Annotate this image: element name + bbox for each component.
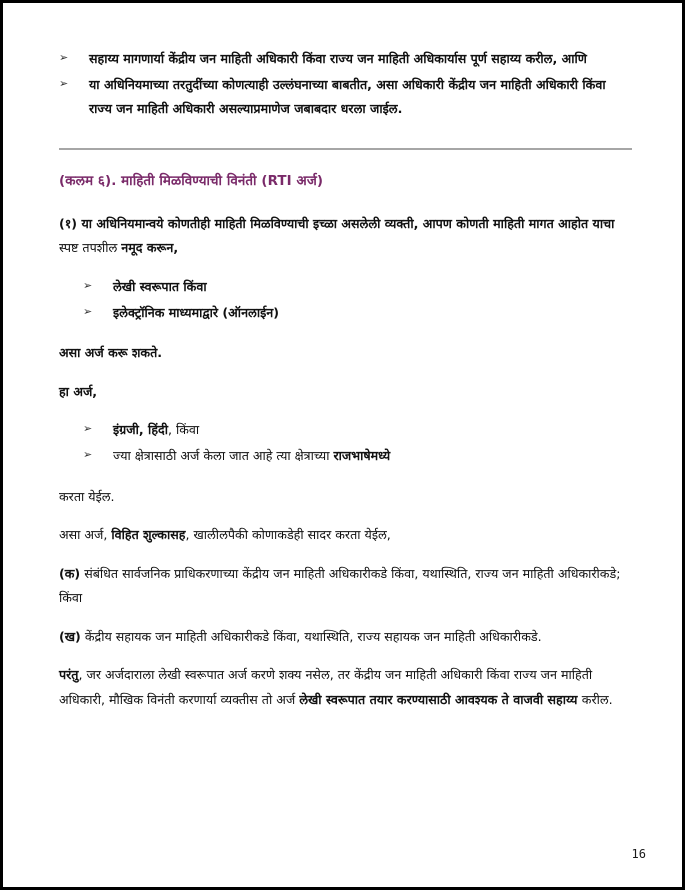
arrow-bullet-icon: ➢ — [59, 77, 69, 91]
spacer — [59, 471, 632, 485]
line-karta-yeil: करता येईल. — [59, 488, 115, 504]
line-asa-arj: असा अर्ज करू शकते. — [59, 345, 163, 361]
spacer — [59, 327, 632, 341]
language-bullet-list — [83, 418, 632, 468]
arrow-bullet-icon: ➢ — [59, 51, 69, 64]
spacer — [59, 366, 632, 380]
list-item — [59, 73, 632, 121]
list-item — [83, 275, 632, 299]
list-item-text: इलेक्ट्रॉनिक माध्यमाद्वारे (ऑनलाईन) — [113, 304, 280, 320]
spacer — [59, 192, 632, 212]
spacer — [59, 261, 632, 275]
page-content-area — [3, 3, 682, 887]
page-number: 16 — [631, 847, 646, 861]
spacer — [59, 649, 632, 663]
list-item — [59, 47, 632, 71]
list-item-text: इंग्रजी, हिंदी, किंवा — [113, 422, 200, 438]
spacer — [59, 509, 632, 523]
list-item-text: लेखी स्वरूपात किंवा — [113, 278, 207, 294]
spacer — [59, 404, 632, 418]
spacer — [59, 611, 632, 625]
list-item — [83, 418, 632, 442]
section-heading: (कलम ६). माहिती मिळविण्याची विनंती (RTI अर्ज) — [59, 173, 324, 189]
application-mode-bullet-list — [83, 275, 632, 325]
arrow-bullet-icon: ➢ — [83, 304, 93, 318]
spacer — [59, 548, 632, 562]
duties-bullet-list — [59, 47, 632, 122]
clause-1-paragraph: (१) या अधिनियमान्वये कोणतीही माहिती मिळविण्याची इच्ळा असलेली व्यक्ती, आपण कोणती माहिती मागत आहोत याचा स्पष्ट तपशील नमूद करून, — [59, 215, 615, 256]
line-fee-submission: असा अर्ज, विहित शुल्कासह, खालीलपैकी कोणाकडेही सादर करता येईल, — [59, 527, 391, 543]
list-item — [83, 301, 632, 325]
list-item — [83, 444, 632, 468]
document-body — [59, 47, 632, 712]
section-divider — [59, 148, 632, 150]
clause-ka-paragraph: (क) संबंधित सार्वजनिक प्राधिकरणाच्या केंद्रीय जन माहिती अधिकारीकडे किंवा, यथास्थिति, राज्य जन माहिती अधिकारीकडे; किंवा — [59, 565, 621, 606]
list-item-text: या अधिनियमाच्या तरतुदींच्या कोणत्याही उल्लंघनाच्या बाबतीत, असा अधिकारी केंद्रीय जन माहिती अधिकारी किंवा राज्य जन माहिती अधिकारी असल्याप्रमाणेज जबाबदार धरला जाईल. — [89, 77, 606, 117]
arrow-bullet-icon: ➢ — [83, 278, 93, 292]
list-item-text: ज्या क्षेत्रासाठी अर्ज केला जात आहे त्या क्षेत्राच्या राजभाषेमध्ये — [113, 448, 391, 464]
clause-kha-paragraph: (ख) केंद्रीय सहायक जन माहिती अधिकारीकडे किंवा, यथास्थिति, राज्य सहायक जन माहिती अधिकारीकडे. — [59, 628, 542, 644]
line-ha-arj: हा अर्ज, — [59, 383, 98, 399]
list-item-text: सहाय्य मागणार्या केंद्रीय जन माहिती अधिकारी किंवा राज्य जन माहिती अधिकार्यास पूर्ण सहाय्य करील, आणि — [89, 51, 587, 66]
arrow-bullet-icon: ➢ — [83, 422, 93, 436]
arrow-bullet-icon: ➢ — [83, 448, 93, 462]
proviso-paragraph: परंतु, जर अर्जदाराला लेखी स्वरूपात अर्ज करणे शक्य नसेल, तर केंद्रीय जन माहिती अधिकारी किंवा राज्य जन माहिती अधिकारी, मौखिक विनंती करणार्या व्यक्तीस तो अर्ज लेखी स्वरूपात तयार करण्यासाठी आवश्यक ते वाजवी सहाय्य करील. — [59, 667, 613, 707]
